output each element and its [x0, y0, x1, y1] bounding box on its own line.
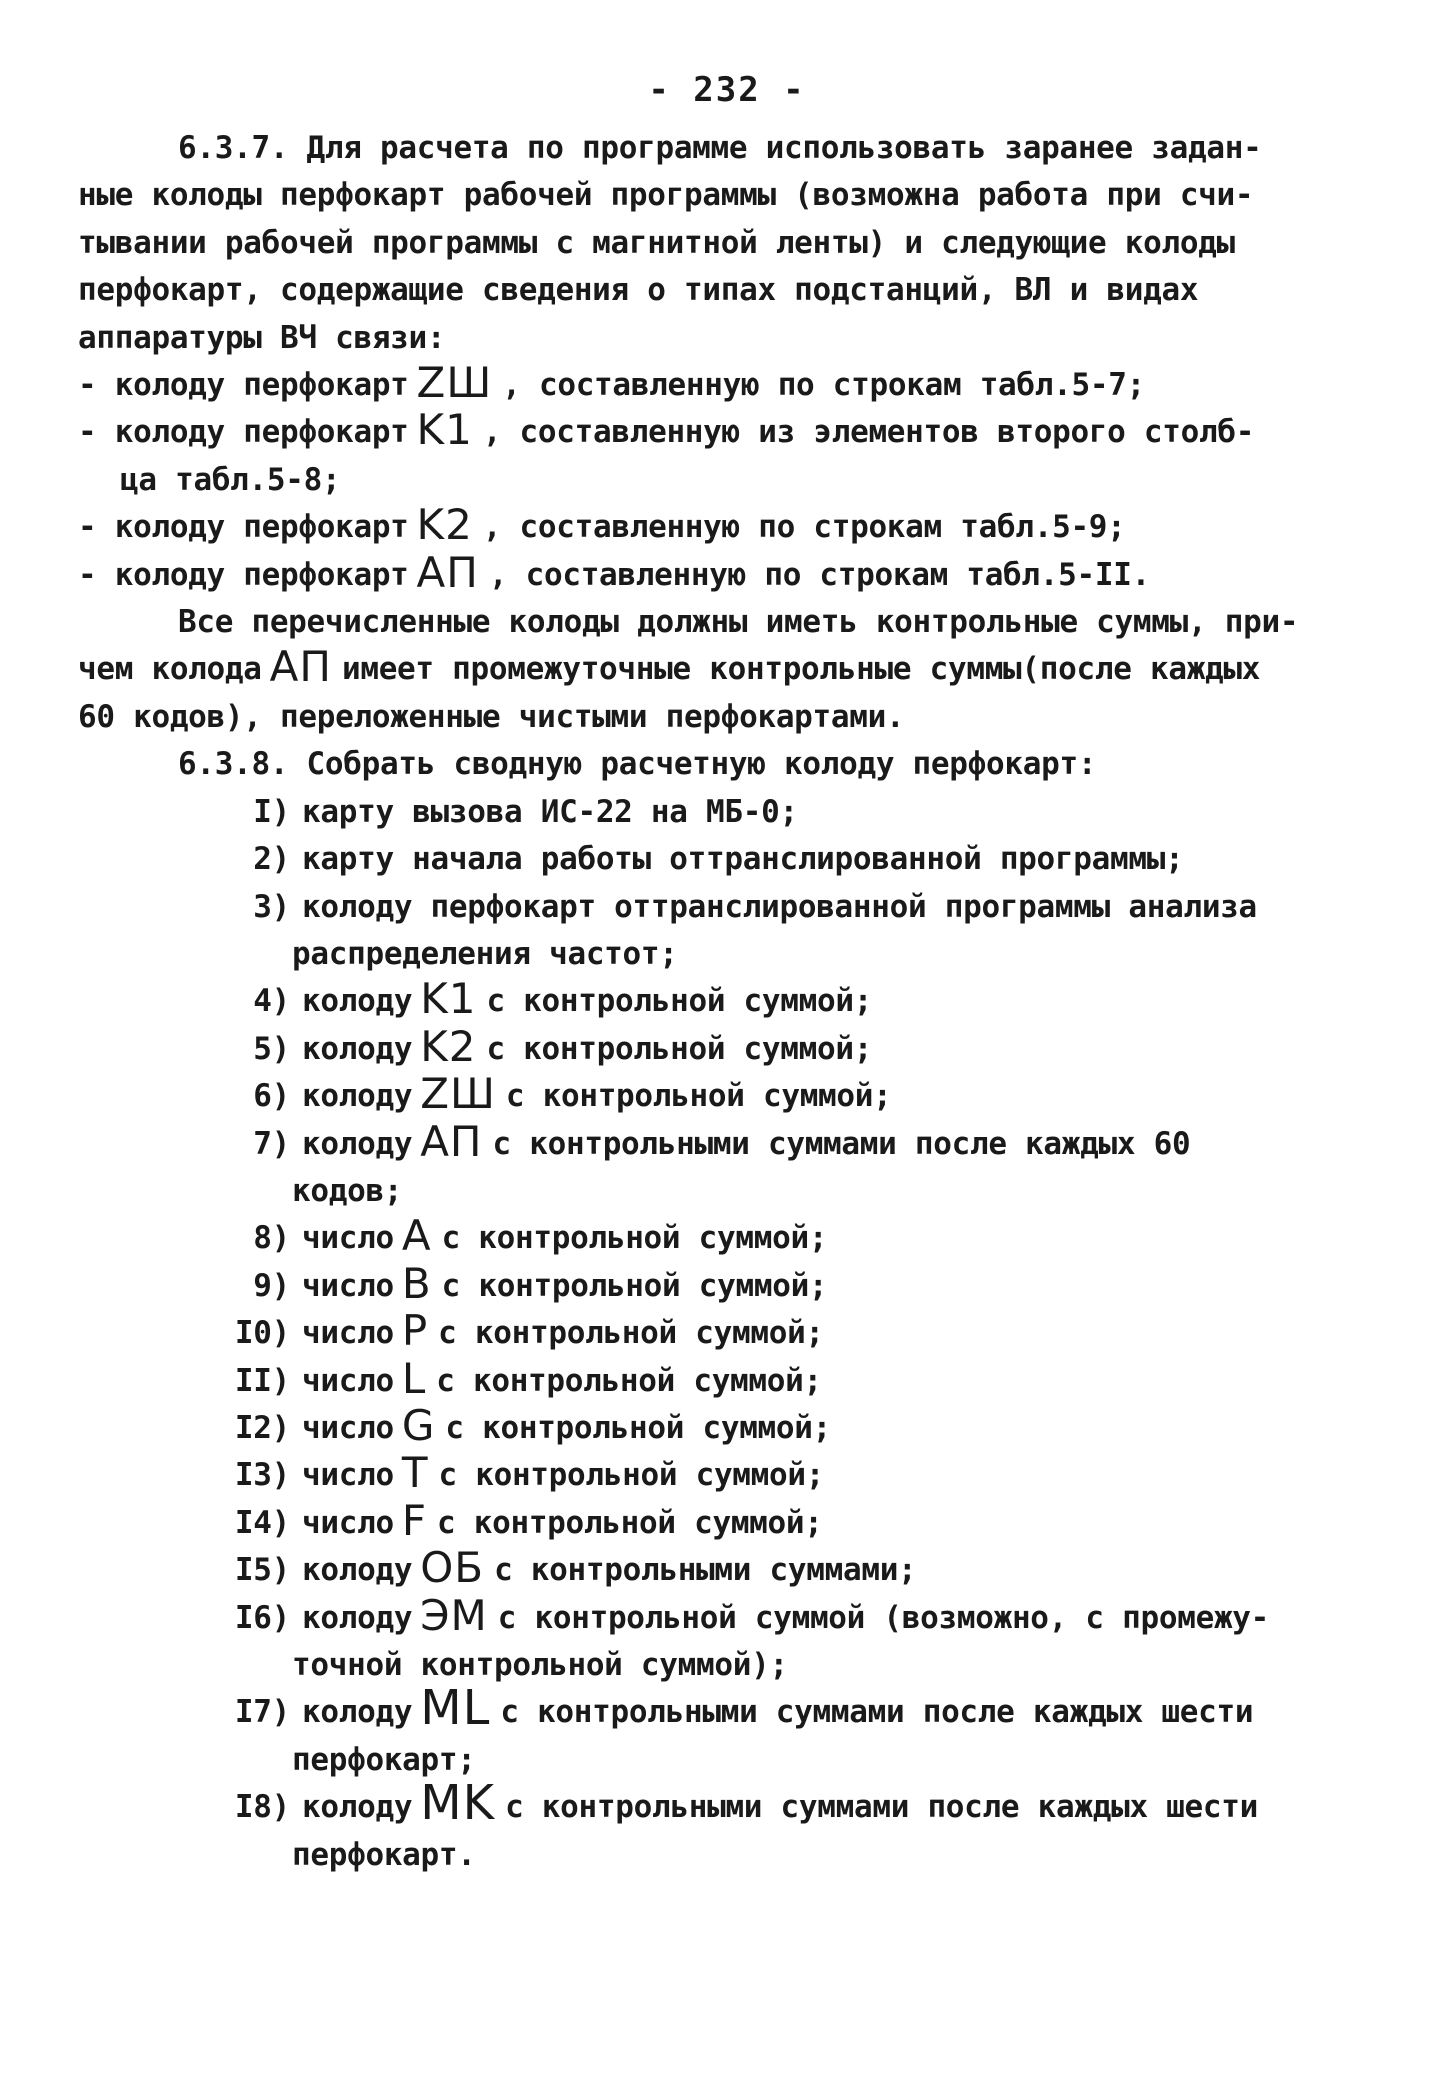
item-text: колоду: [302, 1125, 413, 1162]
note-prefix: чем колода: [78, 651, 262, 688]
deck-symbol: K2: [416, 504, 473, 550]
numbered-list-item: [78, 1547, 1398, 1594]
numbered-list-item: [78, 836, 1398, 883]
paragraph-line: аппаратуры ВЧ связи:: [78, 319, 446, 356]
item-text: карту начала работы оттранслированной программы;: [302, 841, 1184, 878]
item-text: число: [302, 1457, 394, 1494]
deck-list-item: [78, 409, 1398, 456]
numbered-list: [78, 789, 1398, 1879]
numbered-list-item: [78, 1500, 1398, 1547]
note-line: Все перечисленные колоды должны иметь контрольные суммы, при-: [178, 604, 1299, 641]
item-number: 4): [253, 983, 290, 1020]
item-text-suffix: с контрольной суммой;: [505, 1078, 892, 1115]
paragraph-line: перфокарт, содержащие сведения о типах подстанций, ВЛ и видах: [78, 272, 1199, 309]
item-text: число: [302, 1267, 394, 1304]
item-number: I2): [234, 1409, 290, 1446]
numbered-list-item: [78, 884, 1398, 931]
deck-prefix: - колоду перфокарт: [78, 509, 409, 546]
item-text-suffix: с контрольными суммами;: [494, 1552, 917, 1589]
numbered-list-item: [78, 1026, 1398, 1073]
item-text: число: [302, 1504, 394, 1541]
item-text-suffix: с контрольной суммой;: [486, 1030, 873, 1067]
numbered-list-item: [78, 1405, 1398, 1452]
numbered-list-item: [78, 1595, 1398, 1642]
item-text-suffix: с контрольными суммами после каждых шести: [505, 1789, 1258, 1826]
item-text: колоду перфокарт оттранслированной программы анализа: [302, 888, 1257, 925]
page-number: - 232 -: [648, 70, 806, 110]
numbered-list-item: [78, 1452, 1398, 1499]
deck-prefix: - колоду перфокарт: [78, 414, 409, 451]
item-number: I5): [234, 1552, 290, 1589]
deck-list-item: [78, 362, 1398, 409]
item-text-suffix: с контрольной суммой;: [436, 1362, 822, 1399]
item-text: колоду: [302, 983, 413, 1020]
item-text-suffix: с контрольными суммами после каждых шести: [500, 1694, 1254, 1731]
deck-prefix: - колоду перфокарт: [78, 556, 409, 593]
item-symbol: ML: [420, 1689, 491, 1737]
numbered-list-item: [78, 789, 1398, 836]
item-text-suffix: с контрольной суммой;: [441, 1267, 828, 1304]
numbered-list-item-continuation: точной контрольной суммой);: [292, 1647, 788, 1683]
item-symbol: A: [401, 1215, 432, 1261]
item-number: 6): [253, 1078, 290, 1115]
numbered-list-item: [78, 1310, 1398, 1357]
item-text: колоду: [302, 1552, 413, 1589]
item-number: I0): [234, 1315, 290, 1352]
numbered-list-item-continuation: перфокарт.: [292, 1836, 476, 1873]
item-symbol: F: [401, 1499, 427, 1545]
item-number: 7): [253, 1125, 290, 1162]
numbered-list-item-continuation: кодов;: [292, 1172, 403, 1209]
item-text-suffix: с контрольной суммой;: [445, 1409, 832, 1446]
item-symbol: АП: [420, 1120, 483, 1166]
item-symbol: G: [401, 1404, 436, 1450]
section-heading: 6.3.8. Собрать сводную расчетную колоду перфокарт:: [178, 746, 1097, 783]
item-symbol: ZШ: [420, 1073, 496, 1119]
item-symbol: T: [401, 1452, 429, 1498]
item-text-suffix: с контрольной суммой;: [438, 1315, 824, 1352]
numbered-list-item: [78, 1263, 1398, 1310]
item-text-suffix: с контрольной суммой;: [438, 1457, 825, 1494]
item-text: число: [302, 1362, 394, 1399]
item-number: 3): [253, 888, 290, 925]
deck-symbol: АП: [269, 646, 332, 692]
note-line: [78, 646, 1398, 693]
note-suffix: имеет промежуточные контрольные суммы(после каждых: [341, 651, 1261, 688]
deck-list-item-continuation: ца табл.5-8;: [120, 461, 341, 498]
numbered-list-item: [78, 1073, 1398, 1120]
deck-list-item: [78, 552, 1398, 599]
deck-symbol: ZШ: [416, 362, 493, 408]
deck-suffix: , составленную из элементов второго столб-: [482, 414, 1255, 451]
item-number: 5): [253, 1030, 290, 1067]
numbered-list-item: [78, 1215, 1398, 1262]
item-number: 9): [253, 1267, 290, 1304]
numbered-list-item: [78, 1358, 1398, 1405]
paragraph-line: 6.3.7. Для расчета по программе использовать заранее задан-: [178, 130, 1262, 166]
paragraph-line: тывании рабочей программы с магнитной ленты) и следующие колоды: [78, 224, 1235, 261]
item-text-suffix: с контрольной суммой;: [437, 1504, 823, 1541]
item-text: колоду: [302, 1599, 413, 1636]
deck-list-item: [78, 504, 1398, 551]
item-text: колоду: [302, 1789, 413, 1826]
item-text: колоду: [302, 1030, 413, 1067]
item-symbol: L: [401, 1357, 427, 1403]
item-number: I7): [234, 1694, 290, 1731]
item-text: число: [302, 1315, 394, 1352]
numbered-list-item-continuation: распределения частот;: [292, 935, 678, 972]
item-text: число: [302, 1220, 394, 1257]
deck-suffix: , составленную по строкам табл.5-II.: [488, 556, 1150, 593]
item-number: I3): [234, 1457, 290, 1494]
item-text-suffix: с контрольной суммой (возможно, с промежу-: [497, 1599, 1270, 1636]
deck-symbol: АП: [416, 551, 479, 597]
numbered-list-item: [78, 1784, 1398, 1831]
numbered-list-item: [78, 1689, 1398, 1736]
deck-suffix: , составленную по строкам табл.5-9;: [482, 509, 1126, 546]
item-symbol: B: [401, 1262, 432, 1308]
item-symbol: ЭМ: [420, 1594, 488, 1640]
item-number: 8): [253, 1220, 290, 1257]
numbered-list-item: [78, 978, 1398, 1025]
item-symbol: K2: [420, 1025, 477, 1071]
item-text-suffix: с контрольной суммой;: [486, 983, 873, 1020]
numbered-list-item-continuation: перфокарт;: [292, 1741, 476, 1778]
item-number: II): [234, 1362, 290, 1399]
deck-list: [78, 362, 1398, 599]
item-text-suffix: с контрольными суммами после каждых 60: [492, 1125, 1191, 1162]
note-line: 60 кодов), переложенные чистыми перфокартами.: [78, 698, 905, 735]
numbered-list-item: [78, 1121, 1398, 1168]
item-number: I6): [234, 1599, 290, 1636]
item-number: I4): [234, 1504, 290, 1541]
item-symbol: MK: [420, 1784, 496, 1832]
item-number: 2): [253, 841, 290, 878]
item-symbol: P: [401, 1310, 429, 1356]
item-text: карту вызова ИС-22 на МБ-0;: [302, 793, 798, 830]
item-number: I): [253, 793, 290, 830]
item-number: I8): [234, 1789, 290, 1826]
item-text: колоду: [302, 1078, 413, 1115]
paragraph-line: ные колоды перфокарт рабочей программы (возможна работа при счи-: [78, 177, 1254, 214]
deck-symbol: K1: [416, 409, 473, 455]
item-symbol: K1: [420, 978, 477, 1024]
deck-suffix: , составленную по строкам табл.5-7;: [502, 367, 1145, 404]
page-body: [78, 125, 1398, 1879]
item-symbol: ОБ: [420, 1547, 485, 1593]
item-text-suffix: с контрольной суммой;: [441, 1220, 828, 1257]
deck-prefix: - колоду перфокарт: [78, 367, 409, 404]
item-text: число: [302, 1409, 394, 1446]
item-text: колоду: [302, 1694, 413, 1731]
